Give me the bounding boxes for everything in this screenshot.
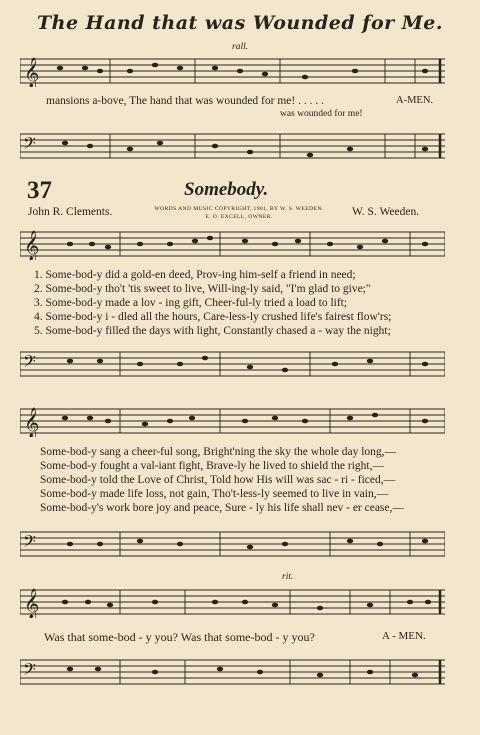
svg-text:𝄢: 𝄢 [23, 659, 36, 683]
svg-text:𝄞: 𝄞 [24, 408, 40, 437]
refrain-line: Was that some-bod - y you? Was that some-bod - y you? [44, 630, 315, 644]
music-credit: W. S. Weeden. [352, 206, 420, 218]
svg-text:𝄞: 𝄞 [24, 231, 40, 260]
bass-staff-system-2 [20, 528, 445, 560]
previous-echo-line: was wounded for me! [280, 109, 363, 119]
treble-staff-system-1 [20, 228, 445, 260]
verse-3-line-b: Some-bod-y told the Love of Christ, Told how His will was sac - ri - ficed,— [40, 474, 396, 486]
verse-5-line-a: 5. Some-bod-y filled the days with light, Constantly chased a - way the night; [34, 325, 391, 337]
svg-text:𝄢: 𝄢 [23, 531, 36, 555]
verse-5-line-b: Some-bod-y's work bore joy and peace, Sure - ly his life shall nev - er cease,— [40, 502, 404, 514]
verse-4-line-b: Some-bod-y made life loss, not gain, Tho't-less-ly seemed to live in vain,— [40, 488, 389, 500]
copyright-notice [134, 205, 344, 221]
copyright-line-1: WORDS AND MUSIC COPYRIGHT, 1901, BY W. S. WEEDEN. [154, 206, 324, 212]
verse-4-line-a: 4. Some-bod-y i - dled all the hours, Care-less-ly crushed life's fairest flow'rs; [34, 311, 392, 323]
verse-1-line-b: Some-bod-y sang a cheer-ful song, Bright'ning the sky the whole day long,— [40, 446, 397, 458]
verse-2-line-b: Some-bod-y fought a val-iant fight, Brave-ly he lived to shield the right,— [40, 460, 384, 472]
svg-text:𝄞: 𝄞 [24, 58, 40, 87]
svg-text:𝄢: 𝄢 [23, 351, 36, 375]
previous-hymn-title: The Hand that was Wounded for Me. [37, 12, 443, 34]
previous-lyric-line: mansions a-bove, The hand that was wounded for me! . . . . . [46, 95, 324, 107]
treble-staff-system-2 [20, 405, 445, 437]
svg-text:𝄢: 𝄢 [23, 133, 36, 157]
rall-marking: rall. [232, 42, 249, 52]
treble-staff-system-3 [20, 586, 445, 618]
treble-staff-previous [20, 55, 445, 87]
previous-amen: A-MEN. [396, 95, 434, 106]
hymn-number: 37 [27, 177, 52, 204]
words-credit: John R. Clements. [28, 206, 113, 218]
bass-staff-system-3 [20, 656, 445, 688]
hymn-title: Somebody. [184, 179, 269, 200]
verse-2-line-a: 2. Some-bod-y tho't 'tis sweet to live, Will-ing-ly said, "I'm glad to give;" [34, 283, 371, 295]
copyright-line-2: E. O. EXCELL, OWNER. [205, 214, 273, 220]
bass-staff-system-1 [20, 348, 445, 380]
verse-3-line-a: 3. Some-bod-y made a lov - ing gift, Cheer-ful-ly tried a load to lift; [34, 297, 348, 309]
verse-1-line-a: 1. Some-bod-y did a gold-en deed, Prov-ing him-self a friend in need; [34, 269, 356, 281]
svg-text:𝄞: 𝄞 [24, 589, 40, 618]
refrain-amen: A - MEN. [382, 630, 426, 642]
rit-marking: rit. [282, 572, 294, 582]
bass-staff-previous [20, 130, 445, 162]
